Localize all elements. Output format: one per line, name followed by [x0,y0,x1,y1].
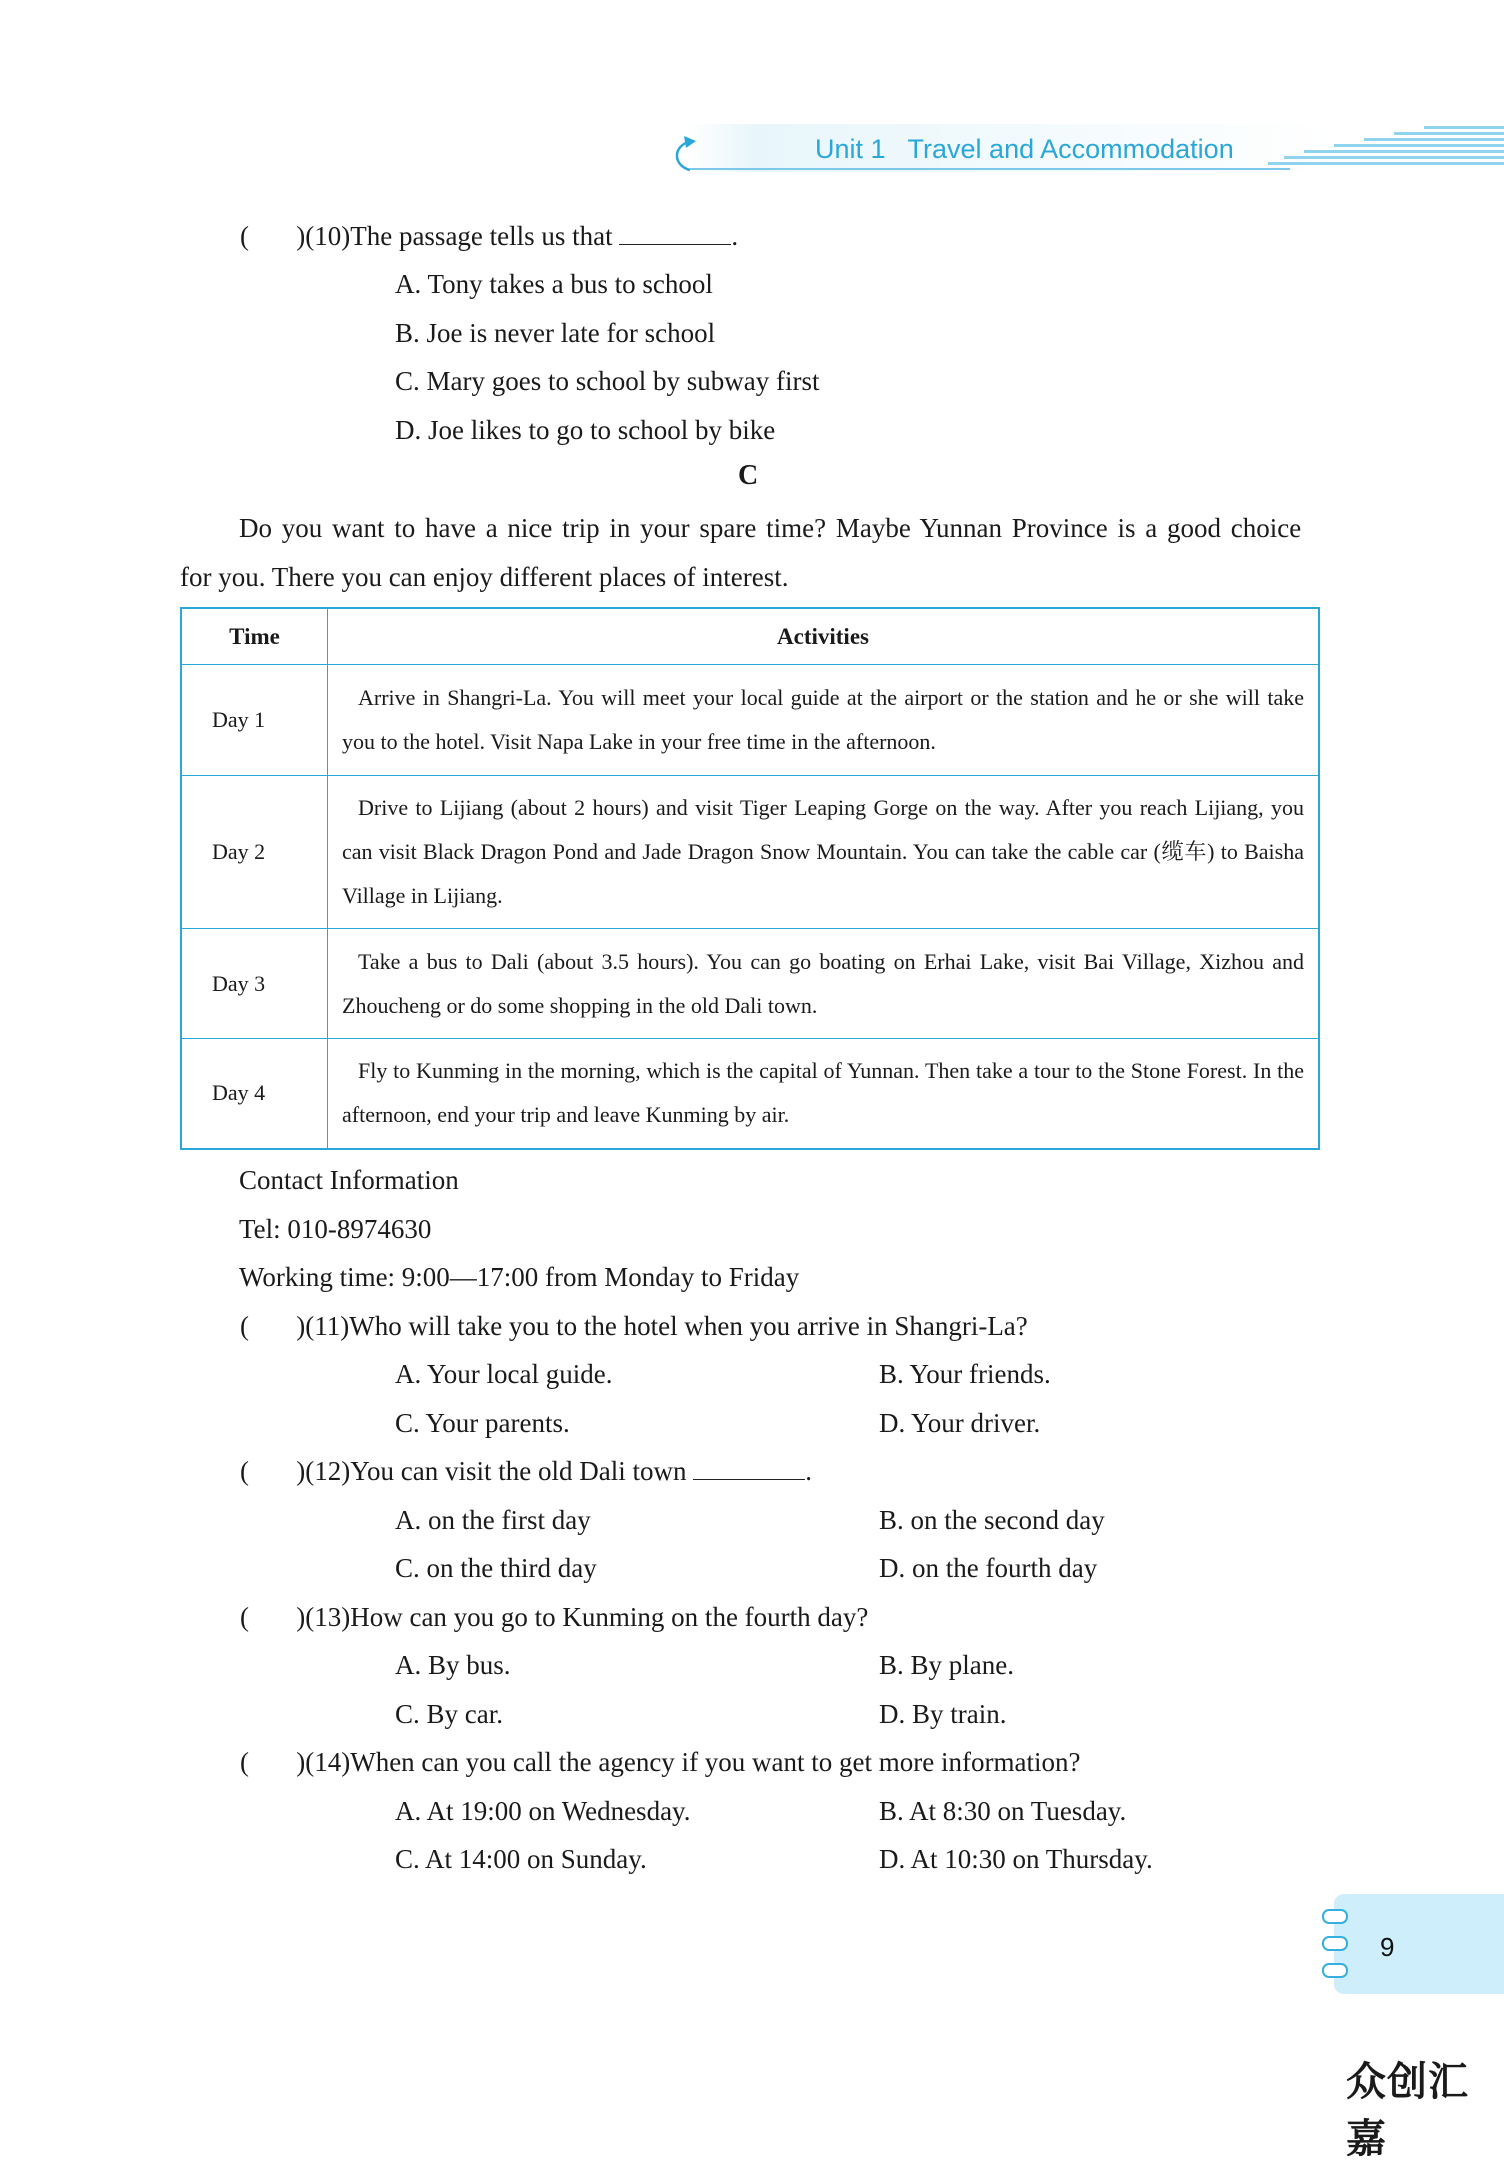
question-number: (12) [305,1456,351,1486]
answer-paren[interactable]: ( ) [240,1456,306,1486]
option-a[interactable]: A. Your local guide. [395,1359,613,1389]
day-cell: Day 1 [181,665,328,776]
option-d[interactable]: D. At 10:30 on Thursday. [879,1844,1153,1874]
question-13 [240,1600,868,1634]
contact-title: Contact Information [239,1165,459,1195]
answer-paren[interactable]: ( ) [240,1747,306,1777]
question-number: (10) [305,221,351,251]
table-header-row [181,608,1319,665]
question-stem: Who will take you to the hotel when you arrive in Shangri-La? [349,1311,1028,1341]
question-number: (13) [305,1602,351,1632]
header-title [815,134,1234,165]
option-b[interactable]: B. on the second day [879,1505,1105,1535]
option-c[interactable]: C. Your parents. [395,1408,570,1438]
intro-line-1: Do you want to have a nice trip in your spare time? Maybe Yunnan Province is a good choice [239,513,1302,543]
activity-cell [328,929,1320,1039]
watermark: 众创汇嘉 [1346,2059,1469,2162]
option-d[interactable]: D. Joe likes to go to school by bike [395,415,776,445]
table-row [181,929,1319,1039]
answer-paren[interactable]: ( ) [240,1311,306,1341]
contact-tel: Tel: 010-8974630 [239,1214,432,1244]
time-header: Time [181,608,328,665]
answer-blank[interactable] [619,222,731,245]
contact-working-time: Working time: 9:00—17:00 from Monday to Friday [239,1262,800,1292]
table-row [181,665,1319,776]
question-number: (11) [305,1311,350,1341]
page-number: 9 [1380,1932,1395,1962]
table-row [181,1039,1319,1149]
itinerary-table [180,607,1320,1150]
activity-text: Arrive in Shangri-La. You will meet your local guide at the airport or the station and he or she will take you to the hotel. Visit Napa Lake in your free time in the afternoon. [342,685,1304,754]
option-d[interactable]: D. Your driver. [879,1408,1041,1438]
question-14 [240,1745,1080,1779]
question-stem: You can visit the old Dali town [350,1456,687,1486]
ring-icon [1322,1909,1348,1924]
unit-label: Unit 1 [815,134,886,164]
option-d[interactable]: D. on the fourth day [879,1553,1098,1583]
activities-header: Activities [328,608,1320,665]
option-c[interactable]: C. on the third day [395,1553,597,1583]
question-12 [240,1454,812,1488]
option-a[interactable]: A. on the first day [395,1505,591,1535]
ring-icon [1322,1936,1348,1951]
option-a[interactable]: A. By bus. [395,1650,511,1680]
answer-paren[interactable]: ( ) [240,1602,306,1632]
question-11 [240,1309,1028,1343]
intro-line-2: for you. There you can enjoy different places of interest. [180,562,789,592]
activity-text: Drive to Lijiang (about 2 hours) and visit Tiger Leaping Gorge on the way. After you reach Lijiang, you can visit Black Dragon Pond and Jade Dragon Snow Mountain. You can take the cable car (缆车) to Baisha Village in Lijiang. [342,795,1304,908]
option-b[interactable]: B. By plane. [879,1650,1014,1680]
header-stripes [1268,124,1504,172]
question-number: (14) [305,1747,351,1777]
option-c[interactable]: C. By car. [395,1699,503,1729]
option-a[interactable]: A. Tony takes a bus to school [395,269,713,299]
option-b[interactable]: B. At 8:30 on Tuesday. [879,1796,1127,1826]
question-end: . [731,221,739,251]
activity-cell [328,776,1320,929]
question-stem: How can you go to Kunming on the fourth day? [350,1602,869,1632]
answer-paren[interactable]: ( ) [240,221,306,251]
day-cell: Day 3 [181,929,328,1039]
section-letter: C [738,460,759,491]
page-tab [1334,1894,1504,1994]
answer-blank[interactable] [693,1457,805,1480]
activity-text: Take a bus to Dali (about 3.5 hours). You can go boating on Erhai Lake, visit Bai Village, Xizhou and Zhoucheng or do some shopping in the old Dali town. [342,948,1304,1018]
question-stem: When can you call the agency if you want to get more information? [350,1747,1081,1777]
activity-cell [328,665,1320,776]
option-a[interactable]: A. At 19:00 on Wednesday. [395,1796,691,1826]
activity-text: Fly to Kunming in the morning, which is the capital of Yunnan. Then take a tour to the Stone Forest. In the afternoon, end your trip and leave Kunming by air. [342,1058,1304,1128]
option-b[interactable]: B. Your friends. [879,1359,1051,1389]
option-d[interactable]: D. By train. [879,1699,1007,1729]
header-underline [690,168,1290,170]
option-c[interactable]: C. Mary goes to school by subway first [395,366,820,396]
option-b[interactable]: B. Joe is never late for school [395,318,716,348]
table-row [181,776,1319,929]
day-cell: Day 2 [181,776,328,929]
ring-icon [1322,1963,1348,1978]
question-stem: The passage tells us that [350,221,613,251]
question-end: . [805,1456,812,1486]
activity-cell [328,1039,1320,1149]
question-10 [240,219,738,253]
day-cell: Day 4 [181,1039,328,1149]
option-c[interactable]: C. At 14:00 on Sunday. [395,1844,647,1874]
unit-title: Travel and Accommodation [907,134,1234,164]
